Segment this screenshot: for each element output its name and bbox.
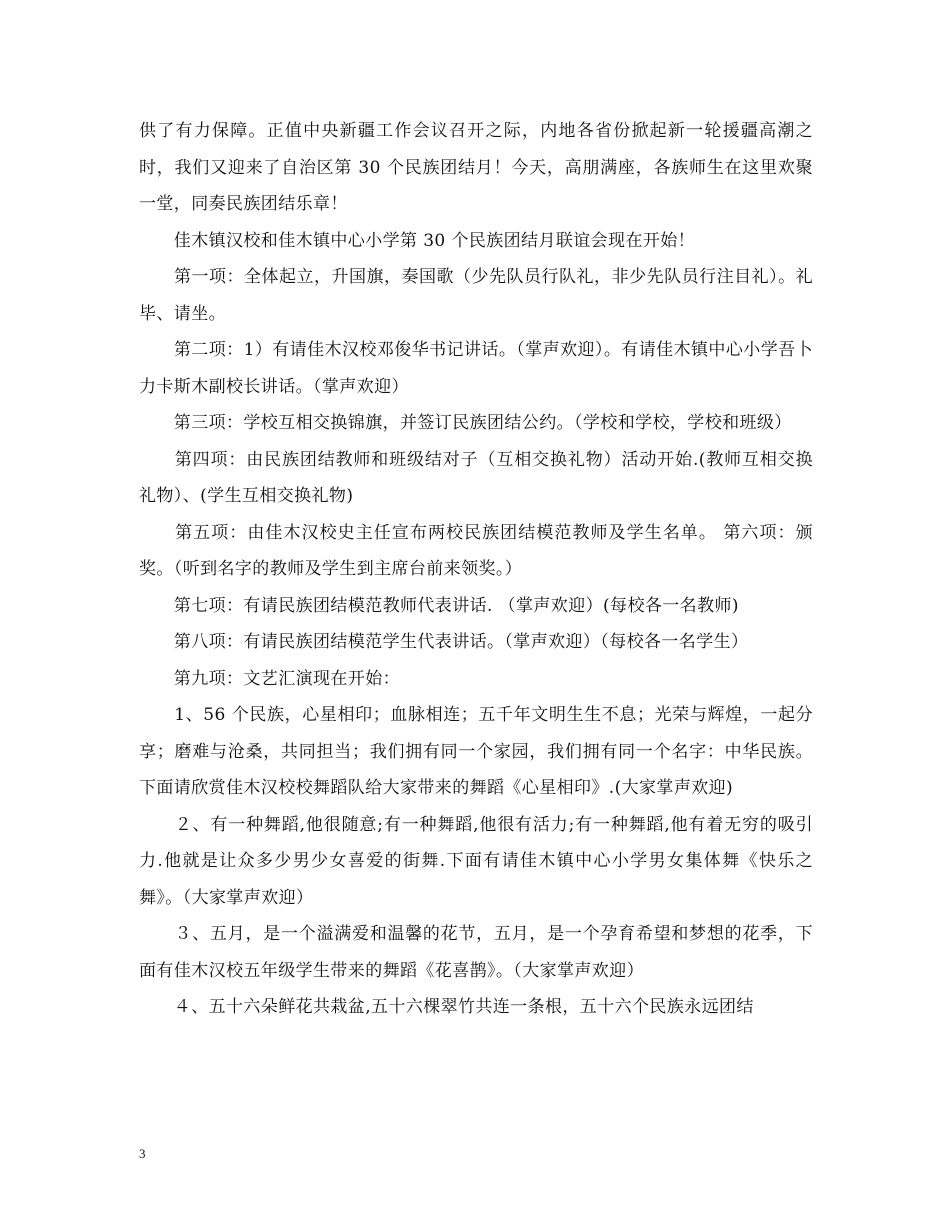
- page-number: 3: [139, 1146, 146, 1161]
- paragraph-14: ４、五十六朵鲜花共栽盆,五十六棵翠竹共连一条根，五十六个民族永远团结: [139, 997, 754, 1017]
- paragraph-3: 第一项：全体起立，升国旗，奏国歌（少先队员行队礼，非少先队员行注目礼）。礼毕、请坐。: [139, 267, 813, 324]
- paragraph-9: 第八项：有请民族团结模范学生代表讲话。（掌声欢迎）（每校各一名学生）: [139, 632, 749, 652]
- paragraph-2: 佳木镇汉校和佳木镇中心小学第 30 个民族团结月联谊会现在开始！: [139, 230, 696, 251]
- paragraph-5: 第三项：学校互相交换锦旗，并签订民族团结公约。（学校和学校，学校和班级）: [139, 413, 792, 433]
- paragraph-4: 第二项：1）有请佳木汉校邓俊华书记讲话。（掌声欢迎）。有请佳木镇中心小学吾卜力卡斯木副校长讲话。（掌声欢迎）: [139, 340, 813, 397]
- paragraph-1: 供了有力保障。正值中央新疆工作会议召开之际，内地各省份掀起新一轮援疆高潮之时，我们又迎来了自治区第 30 个民族团结月！今天，高朋满座，各族师生在这里欢聚一堂，同奏民族团结乐章！: [139, 121, 813, 214]
- paragraph-11: 1、56 个民族，心星相印；血脉相连；五千年文明生生不息；光荣与辉煌，一起分享；磨难与沧桑，共同担当；我们拥有同一个家园，我们拥有同一个名字：中华民族。下面请欣赏佳木汉校校舞蹈队给大家带来的舞蹈《心星相印》.(大家掌声欢迎): [139, 705, 813, 798]
- paragraph-13: ３、五月，是一个溢满爱和温馨的花节，五月，是一个孕育希望和梦想的花季，下面有佳木汉校五年级学生带来的舞蹈《花喜鹊》。（大家掌声欢迎）: [139, 924, 813, 981]
- paragraph-10: 第九项：文艺汇演现在开始：: [139, 668, 400, 689]
- document-body: [139, 113, 813, 1026]
- paragraph-8: 第七项：有请民族团结模范教师代表讲话. （掌声欢迎）(每校各一名教师): [139, 595, 739, 616]
- paragraph-6: 第四项：由民族团结教师和班级结对子（互相交换礼物）活动开始.(教师互相交换礼物）、(学生互相交换礼物): [139, 449, 813, 506]
- paragraph-7: 第五项：由佳木汉校史主任宣布两校民族团结模范教师及学生名单。 第六项：颁奖。（听到名字的教师及学生到主席台前来领奖。）: [139, 522, 813, 579]
- paragraph-12: ２、有一种舞蹈,他很随意;有一种舞蹈,他很有活力;有一种舞蹈,他有着无穷的吸引力.他就是让众多少男少女喜爱的街舞.下面有请佳木镇中心小学男女集体舞《快乐之舞》。（大家掌声欢迎）: [139, 814, 813, 908]
